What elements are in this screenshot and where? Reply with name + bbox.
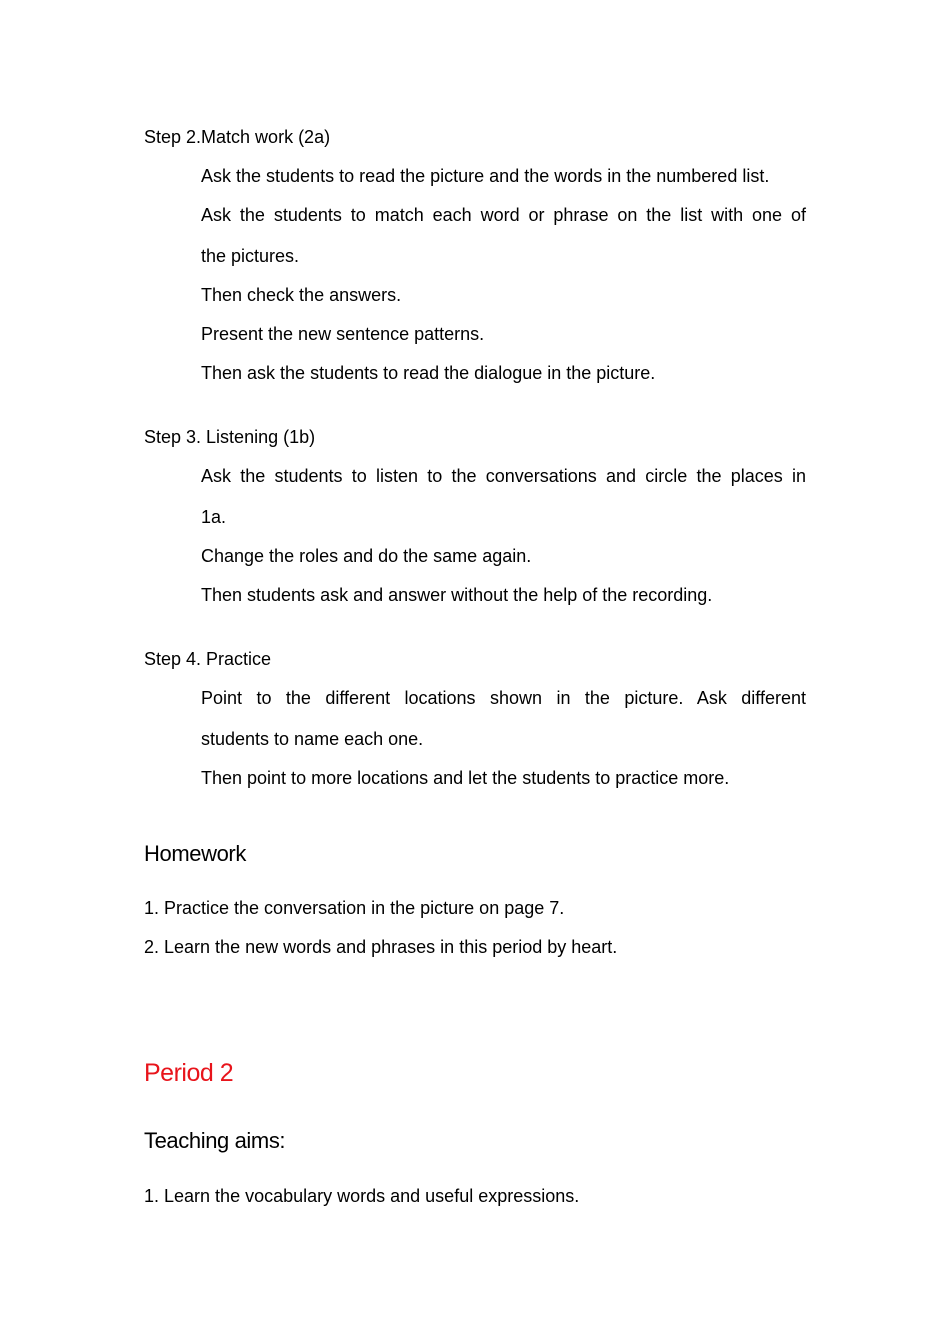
step-line: Present the new sentence patterns. — [201, 324, 485, 344]
step-line: Change the roles and do the same again. — [201, 546, 532, 566]
step-line: the pictures. — [201, 246, 300, 266]
homework-item: 1. Practice the conversation in the picture on page 7. — [144, 898, 565, 918]
step-line: students to name each one. — [201, 729, 424, 749]
homework-heading: Homework — [144, 841, 246, 866]
step-line: Ask the students to match each word or phrase on the list with one of — [201, 205, 806, 225]
step-line: Then ask the students to read the dialogue in the picture. — [201, 363, 656, 383]
step-line: Then point to more locations and let the students to practice more. — [201, 768, 730, 788]
step-line: Then students ask and answer without the help of the recording. — [201, 585, 713, 605]
step-line: Point to the different locations shown in the picture. Ask different — [201, 688, 806, 708]
period-title: Period 2 — [144, 1059, 234, 1087]
step-heading: Step 2.Match work (2a) — [144, 127, 331, 147]
step-line: Ask the students to listen to the conversations and circle the places in — [201, 466, 806, 486]
step-line: 1a. — [201, 507, 227, 527]
teaching-aims-item: 1. Learn the vocabulary words and useful expressions. — [144, 1186, 580, 1206]
teaching-aims-heading: Teaching aims: — [144, 1128, 286, 1153]
homework-item: 2. Learn the new words and phrases in this period by heart. — [144, 937, 618, 957]
step-line: Then check the answers. — [201, 285, 402, 305]
step-heading: Step 3. Listening (1b) — [144, 427, 316, 447]
step-line: Ask the students to read the picture and the words in the numbered list. — [201, 166, 770, 186]
step-heading: Step 4. Practice — [144, 649, 272, 669]
